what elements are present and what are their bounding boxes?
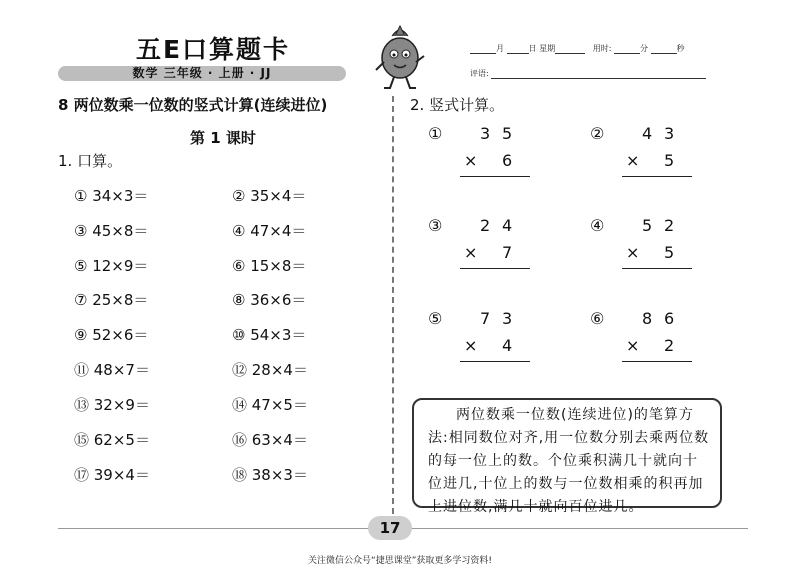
oral-problem: ⑦ 25×8＝: [74, 291, 149, 309]
comment-label: 评语:: [470, 69, 489, 78]
multiplier-digit: 4: [502, 336, 513, 355]
oral-problem: ② 35×4＝: [232, 187, 307, 205]
problem-label: ⑤: [428, 309, 443, 328]
oral-problem: ⑬ 32×9＝: [74, 396, 150, 414]
brand-subtitle: 数学 三年级 · 上册 · JJ: [132, 66, 272, 80]
problem-label: ①: [428, 124, 443, 143]
method-note-box: [412, 398, 722, 515]
answer-line: [460, 176, 530, 177]
oral-problem: ④ 47×4＝: [232, 222, 307, 240]
problem-label: ②: [590, 124, 605, 143]
ones-digit: 5: [502, 124, 513, 143]
section2-title: 2. 竖式计算。: [410, 96, 505, 114]
oral-problem: ① 34×3＝: [74, 187, 149, 205]
date-weekday-label: 星期: [539, 44, 556, 53]
time-sec-label: 秒: [676, 44, 685, 53]
comment-row: [470, 68, 706, 79]
times-sign: ×: [626, 151, 640, 170]
ones-digit: 4: [502, 216, 513, 235]
oral-problem: ⑱ 38×3＝: [232, 466, 308, 484]
vertical-problem: [428, 216, 538, 276]
answer-line: [622, 268, 692, 269]
footer-text: 关注微信公众号“捷思课堂”获取更多学习资料!: [308, 556, 492, 566]
brand-title: 五E口算题卡: [135, 35, 291, 64]
oral-problem: ③ 45×8＝: [74, 222, 149, 240]
vertical-problem: [590, 124, 700, 184]
tens-digit: 4: [642, 124, 653, 143]
answer-line: [460, 361, 530, 362]
problem-label: ④: [590, 216, 605, 235]
date-month-label: 月: [496, 44, 504, 53]
multiplier-digit: 2: [664, 336, 675, 355]
times-sign: ×: [464, 336, 478, 355]
oral-problem: ⑨ 52×6＝: [74, 326, 149, 344]
answer-line: [622, 176, 692, 177]
date-day-label: 日: [528, 44, 537, 53]
answer-line: [460, 268, 530, 269]
oral-problem: ⑪ 48×7＝: [74, 361, 150, 379]
oral-problem: ⑩ 54×3＝: [232, 326, 307, 344]
tens-digit: 3: [480, 124, 491, 143]
oral-problem: ⑥ 15×8＝: [232, 257, 307, 275]
mascot-icon: [370, 22, 430, 92]
time-label: 用时:: [592, 44, 612, 53]
ones-digit: 3: [502, 309, 513, 328]
page-number: 17: [368, 516, 412, 540]
tens-digit: 5: [642, 216, 653, 235]
section1-title: 1. 口算。: [58, 152, 123, 170]
time-min-label: 分: [639, 44, 648, 53]
lesson-title: 第 1 课时: [190, 129, 256, 147]
problem-label: ③: [428, 216, 443, 235]
ones-digit: 6: [664, 309, 675, 328]
multiplier-digit: 6: [502, 151, 513, 170]
tens-digit: 8: [642, 309, 653, 328]
column-divider: [392, 96, 394, 514]
oral-problem: ⑯ 63×4＝: [232, 431, 308, 449]
times-sign: ×: [626, 243, 640, 262]
oral-problem: ⑮ 62×5＝: [74, 431, 150, 449]
answer-line: [622, 361, 692, 362]
date-time-row: [470, 43, 685, 54]
oral-problem: ⑫ 28×4＝: [232, 361, 308, 379]
tens-digit: 2: [480, 216, 491, 235]
oral-problem: ⑤ 12×9＝: [74, 257, 149, 275]
unit-title: 8 两位数乘一位数的竖式计算(连续进位): [58, 96, 328, 114]
multiplier-digit: 7: [502, 243, 513, 262]
oral-problem: ⑭ 47×5＝: [232, 396, 308, 414]
oral-problem: ⑧ 36×6＝: [232, 291, 307, 309]
times-sign: ×: [464, 151, 478, 170]
oral-problem: ⑰ 39×4＝: [74, 466, 150, 484]
method-note-text: 两位数乘一位数(连续进位)的笔算方法:相同数位对齐,用一位数分别去乘两位数的每一位上的数。个位乘积满几十就向十位进几,十位上的数与一位数相乘的积再加上进位数,满几十就向百位进几。: [428, 407, 710, 515]
problem-label: ⑥: [590, 309, 605, 328]
tens-digit: 7: [480, 309, 491, 328]
ones-digit: 2: [664, 216, 675, 235]
vertical-problem: [590, 216, 700, 276]
vertical-problem: [428, 124, 538, 184]
multiplier-digit: 5: [664, 243, 675, 262]
multiplier-digit: 5: [664, 151, 675, 170]
times-sign: ×: [626, 336, 640, 355]
vertical-problem: [590, 309, 700, 369]
times-sign: ×: [464, 243, 478, 262]
ones-digit: 3: [664, 124, 675, 143]
vertical-problem: [428, 309, 538, 369]
